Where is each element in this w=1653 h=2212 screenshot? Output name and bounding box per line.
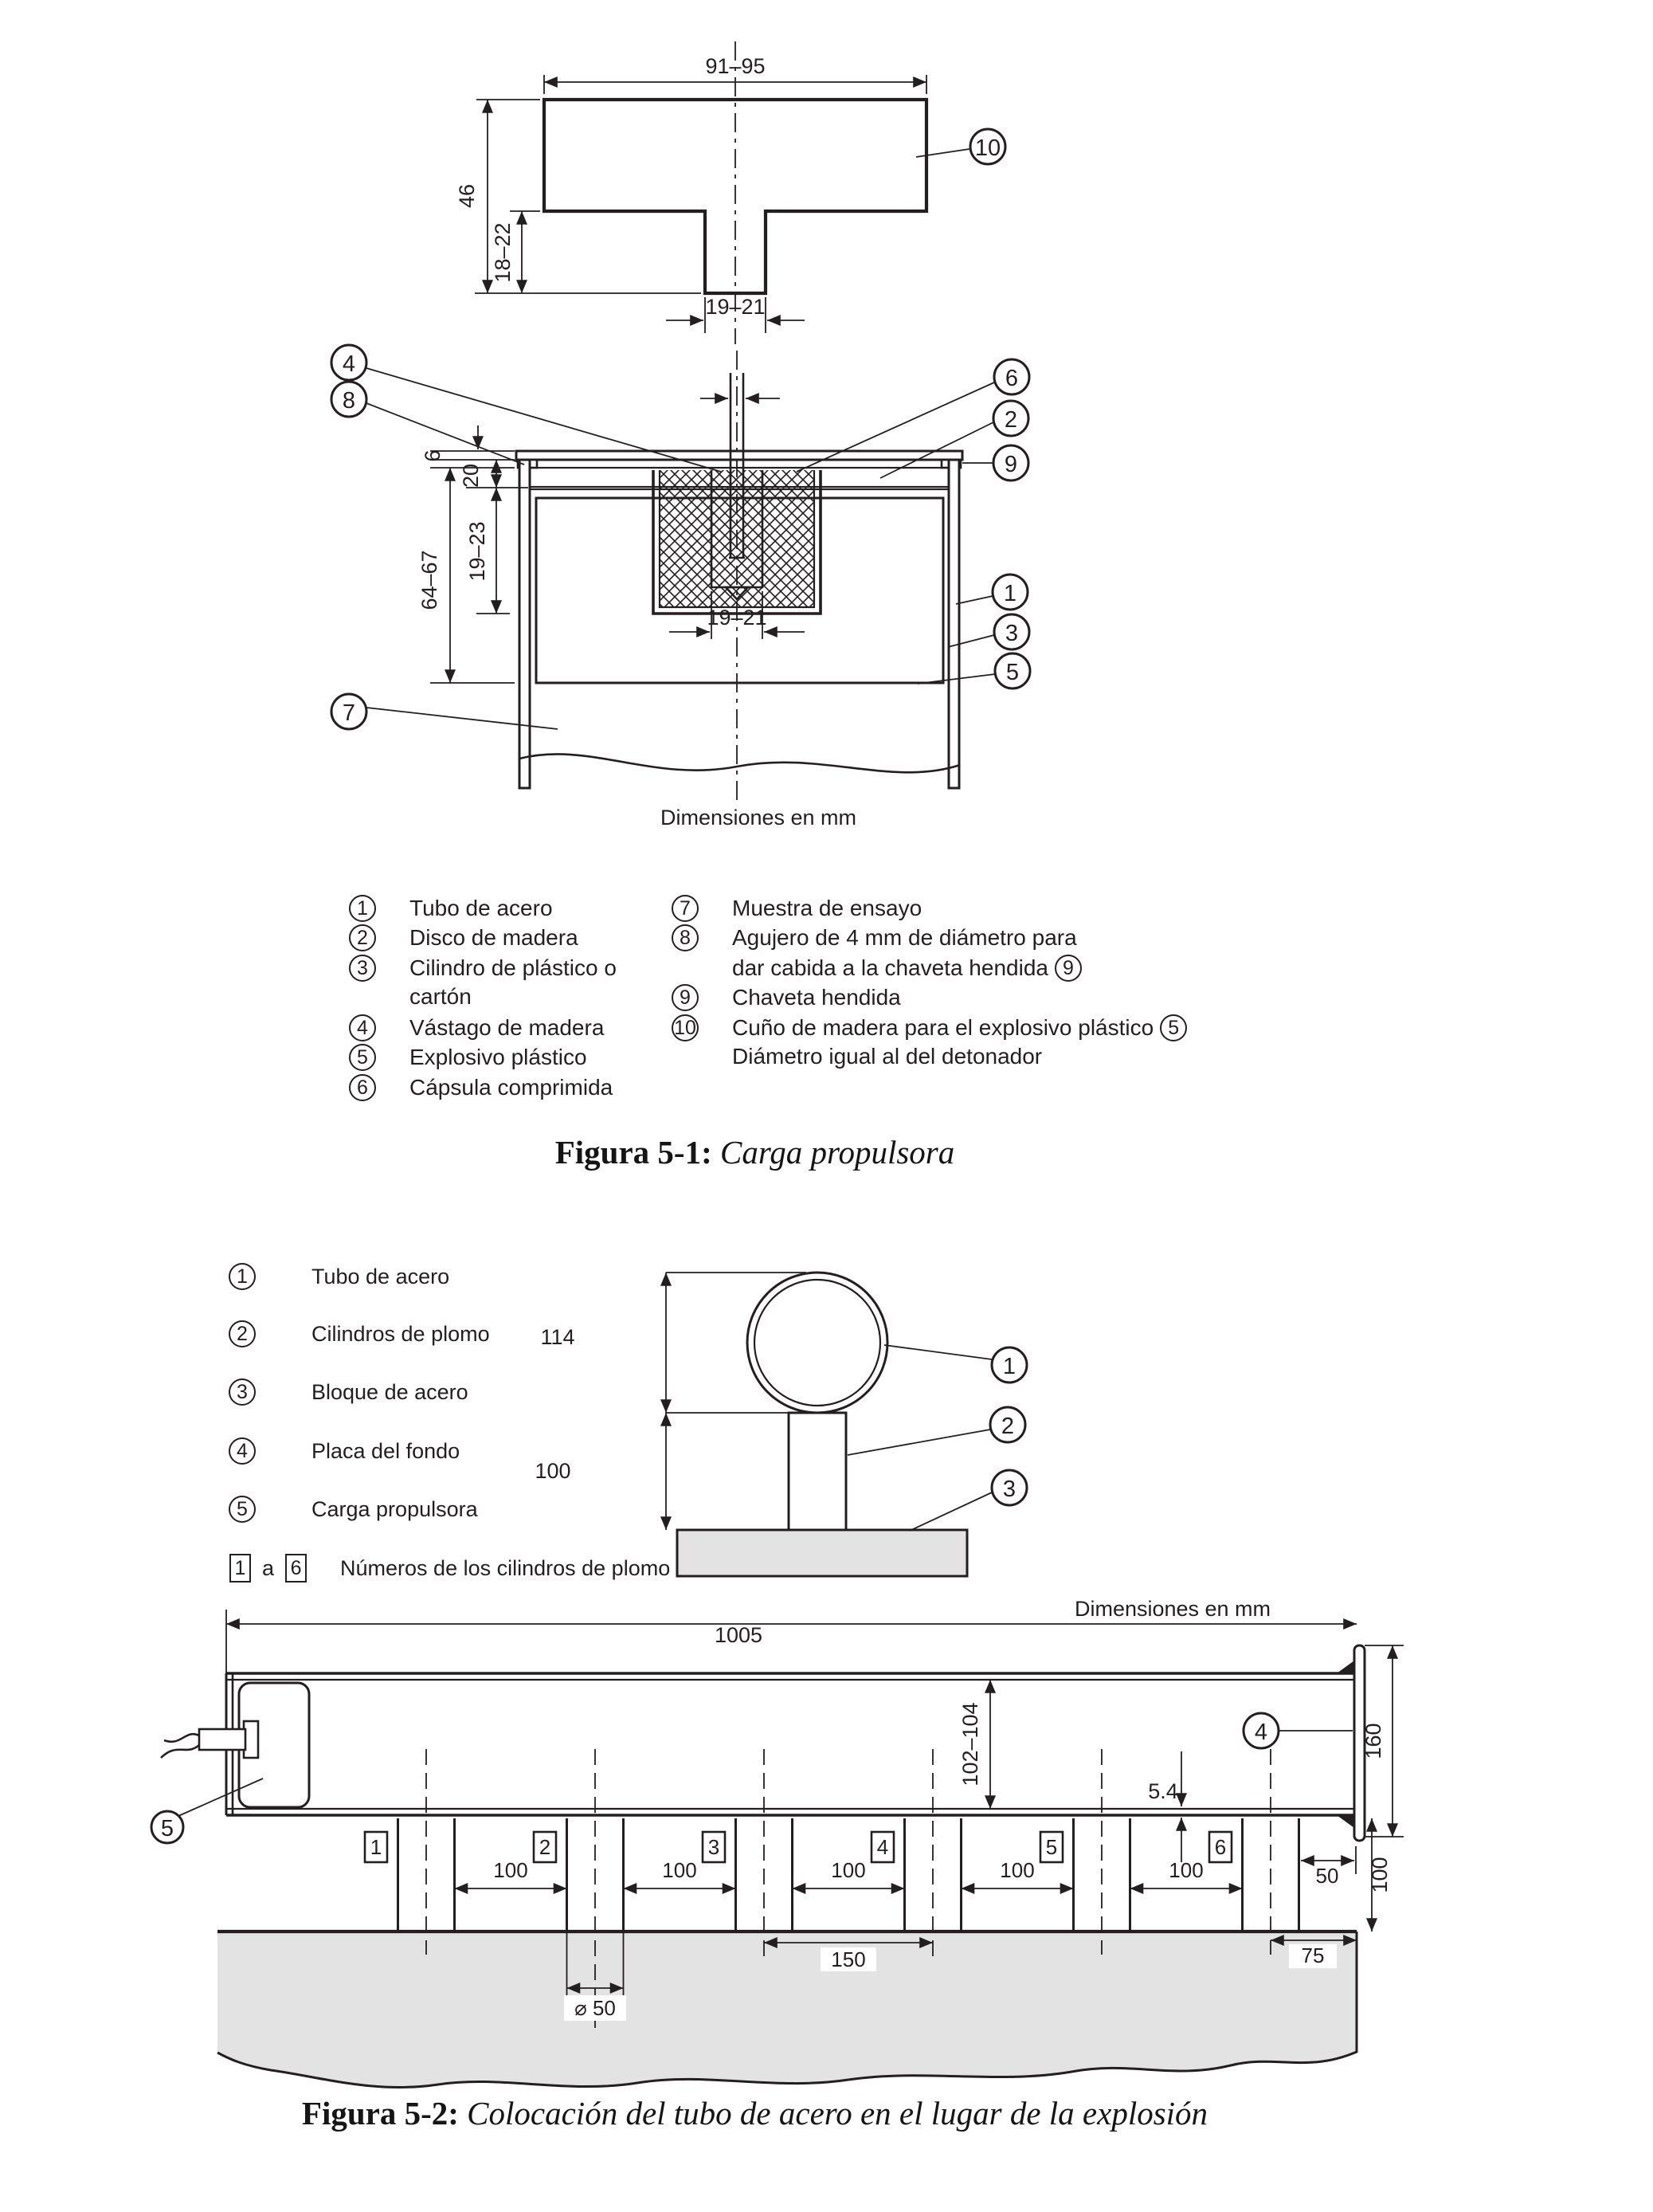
stack-drawing — [535, 1273, 1027, 1576]
callout-7: 7 — [342, 700, 356, 726]
dim-stack-cyl: 100 — [535, 1459, 571, 1483]
dim-wall-thickness: 5.4 — [1148, 1779, 1178, 1803]
legend-circle: 3 — [349, 955, 376, 982]
fig1-caption-label: Figura 5-1: — [554, 1134, 712, 1171]
legend-item — [349, 1014, 604, 1041]
fig2-caption-title: Colocación del tubo de acero en el lugar de la explosión — [467, 2095, 1208, 2132]
legend-label: dar cabida a la chaveta hendida — [732, 955, 1048, 980]
cyl-num-6: 6 — [1214, 1835, 1227, 1859]
fig1-caption — [0, 1133, 1510, 1171]
callout-plate-4: 4 — [1254, 1720, 1268, 1745]
cyl-num-3: 3 — [707, 1835, 720, 1859]
dim-wedge-stem-width: 19–21 — [705, 295, 766, 319]
legend-item — [732, 955, 1082, 982]
dim-wedge-width: 91–95 — [705, 54, 766, 78]
legend-circle: 8 — [672, 924, 699, 951]
dim-gap-3: 100 — [831, 1858, 866, 1882]
legend-label: Placa del fondo — [311, 1438, 460, 1463]
callout-stack-1: 1 — [1002, 1354, 1016, 1379]
legend-item — [732, 1044, 1042, 1069]
callout-stack-2: 2 — [1001, 1414, 1015, 1439]
propellant-charge — [151, 1683, 309, 1843]
legend-box: 1 — [229, 1554, 251, 1583]
legend-circle: 2 — [349, 924, 376, 951]
legend-label: Cilindro de plástico o — [409, 955, 617, 980]
legend-label: Chaveta hendida — [732, 985, 901, 1010]
legend-item — [672, 895, 922, 922]
legend-circle: 3 — [229, 1379, 256, 1406]
dim-stack-tube: 114 — [540, 1325, 575, 1349]
dim-rim-6: 6 — [421, 449, 445, 462]
dim-end-gap: 50 — [1315, 1864, 1339, 1888]
dim-disc-20: 20 — [459, 463, 483, 488]
legend-item-boxes — [229, 1554, 670, 1583]
legend-circle: 5 — [1160, 1014, 1187, 1041]
dim-plate-height: 160 — [1361, 1723, 1385, 1759]
legend-label: a — [262, 1555, 275, 1580]
lead-cylinder-column — [789, 1413, 846, 1530]
legend-item — [349, 1074, 613, 1101]
callout-6: 6 — [1005, 366, 1019, 391]
dim-recess-depth: 19–23 — [465, 521, 489, 582]
legend-item — [672, 924, 1077, 951]
dim-gap-5: 100 — [1169, 1858, 1204, 1882]
legend-label: Tubo de acero — [409, 896, 553, 920]
callout-2: 2 — [1004, 407, 1018, 433]
callout-9: 9 — [1004, 452, 1018, 477]
legend-box: 6 — [285, 1554, 307, 1583]
legend-circle: 6 — [349, 1074, 376, 1101]
cyl-num-2: 2 — [539, 1835, 551, 1859]
dim-edge-distance: 75 — [1301, 1943, 1325, 1967]
detonator — [199, 1729, 245, 1750]
legend-label: Diámetro igual al del detonador — [732, 1044, 1043, 1069]
leader-wedge — [916, 149, 969, 157]
steel-tube-wall-left — [519, 460, 530, 788]
legend-circle: 4 — [229, 1437, 256, 1465]
tube-placement-drawing — [151, 1597, 1404, 2088]
legend-circle: 9 — [672, 984, 699, 1011]
legend-label: Cápsula comprimida — [409, 1075, 613, 1100]
dim-gap-4: 100 — [1000, 1858, 1035, 1882]
legend-label: Explosivo plástico — [409, 1045, 587, 1069]
legend-circle: 7 — [672, 895, 699, 922]
legend-item — [672, 984, 901, 1011]
steel-tube-long — [226, 1673, 1356, 1815]
dim-tube-length: 1005 — [714, 1623, 763, 1647]
figure-5-1-drawing — [0, 0, 1653, 861]
charge-assembly-section — [331, 345, 1030, 830]
legend-label: Cuño de madera para el explosivo plástico — [732, 1015, 1154, 1040]
fig1-units-note: Dimensiones en mm — [660, 806, 857, 830]
callout-5: 5 — [1005, 660, 1020, 685]
legend-item — [229, 1263, 449, 1290]
dim-drop-height: 100 — [1368, 1857, 1392, 1893]
legend-item — [229, 1379, 468, 1406]
callout-8: 8 — [342, 388, 356, 414]
legend-circle: 4 — [349, 1014, 376, 1041]
steel-tube-circle-outer — [747, 1273, 887, 1413]
figure-5-2-drawing — [0, 1243, 1653, 2104]
legend-label: Disco de madera — [409, 925, 578, 950]
fig1-caption-title: Carga propulsora — [719, 1134, 955, 1171]
callout-3: 3 — [1005, 621, 1019, 646]
callout-4: 4 — [342, 351, 356, 377]
legend-label: Agujero de 4 mm de diámetro para — [732, 925, 1077, 950]
weld-mark — [1337, 1661, 1354, 1673]
legend-label: Cilindros de plomo — [311, 1321, 490, 1346]
legend-label: cartón — [409, 984, 472, 1009]
dim-center-spacing: 150 — [831, 1947, 866, 1971]
legend-label: Bloque de acero — [311, 1379, 468, 1404]
weld-mark — [1337, 1815, 1354, 1828]
legend-circle: 10 — [672, 1014, 699, 1041]
legend-item — [349, 955, 617, 982]
tube-rim — [516, 451, 962, 460]
callout-stack-3: 3 — [1002, 1477, 1016, 1502]
cyl-num-1: 1 — [370, 1835, 382, 1859]
legend-item — [409, 984, 472, 1010]
fig2-caption-label: Figura 5-2: — [301, 2095, 459, 2132]
legend-item — [349, 1044, 587, 1071]
legend-label: Tubo de acero — [311, 1264, 450, 1288]
dim-wedge-stem-height: 18–22 — [491, 222, 515, 283]
legend-label: Vástago de madera — [409, 1015, 605, 1040]
legend-circle: 2 — [229, 1320, 256, 1347]
fig2-units-note: Dimensiones en mm — [1074, 1597, 1271, 1621]
legend-item — [229, 1320, 490, 1347]
dim-gap-2: 100 — [662, 1858, 697, 1882]
legend-label: Carga propulsora — [311, 1496, 478, 1521]
legend-circle: 5 — [229, 1496, 256, 1523]
cyl-num-5: 5 — [1045, 1835, 1058, 1859]
callout-charge-5: 5 — [160, 1816, 174, 1841]
ground-fill — [217, 1932, 1357, 2088]
callout-10: 10 — [974, 135, 1001, 161]
detonator-wire — [161, 1745, 199, 1758]
dim-gap-1: 100 — [493, 1858, 528, 1882]
legend-item — [349, 895, 553, 922]
dim-inner-height: 102–104 — [958, 1702, 982, 1786]
legend-item — [229, 1437, 460, 1465]
wood-wedge-section — [455, 41, 1005, 344]
sample-break-wave — [519, 754, 960, 772]
legend-label: Muestra de ensayo — [732, 896, 922, 920]
dim-cyl-diameter: ⌀ 50 — [574, 1996, 616, 2020]
steel-tube-wall-right — [949, 460, 959, 788]
legend-circle: 1 — [349, 895, 376, 922]
cyl-num-4: 4 — [876, 1835, 889, 1859]
legend-label: Números de los cilindros de plomo — [340, 1555, 671, 1580]
legend-item — [672, 1014, 1187, 1041]
assembly-dimensions-left — [417, 426, 528, 683]
legend-circle: 9 — [1055, 955, 1082, 982]
dim-recess-width: 19–21 — [707, 606, 767, 629]
legend-item — [349, 924, 578, 951]
legend-item — [229, 1496, 478, 1523]
dim-wedge-height: 46 — [455, 183, 479, 209]
callout-1: 1 — [1003, 581, 1017, 606]
detonator-wire — [164, 1734, 199, 1742]
fig2-caption — [0, 2094, 1510, 2132]
legend-circle: 5 — [349, 1044, 376, 1071]
dim-total-depth: 64–67 — [417, 550, 441, 610]
steel-block — [677, 1530, 967, 1576]
legend-circle: 1 — [229, 1263, 256, 1290]
